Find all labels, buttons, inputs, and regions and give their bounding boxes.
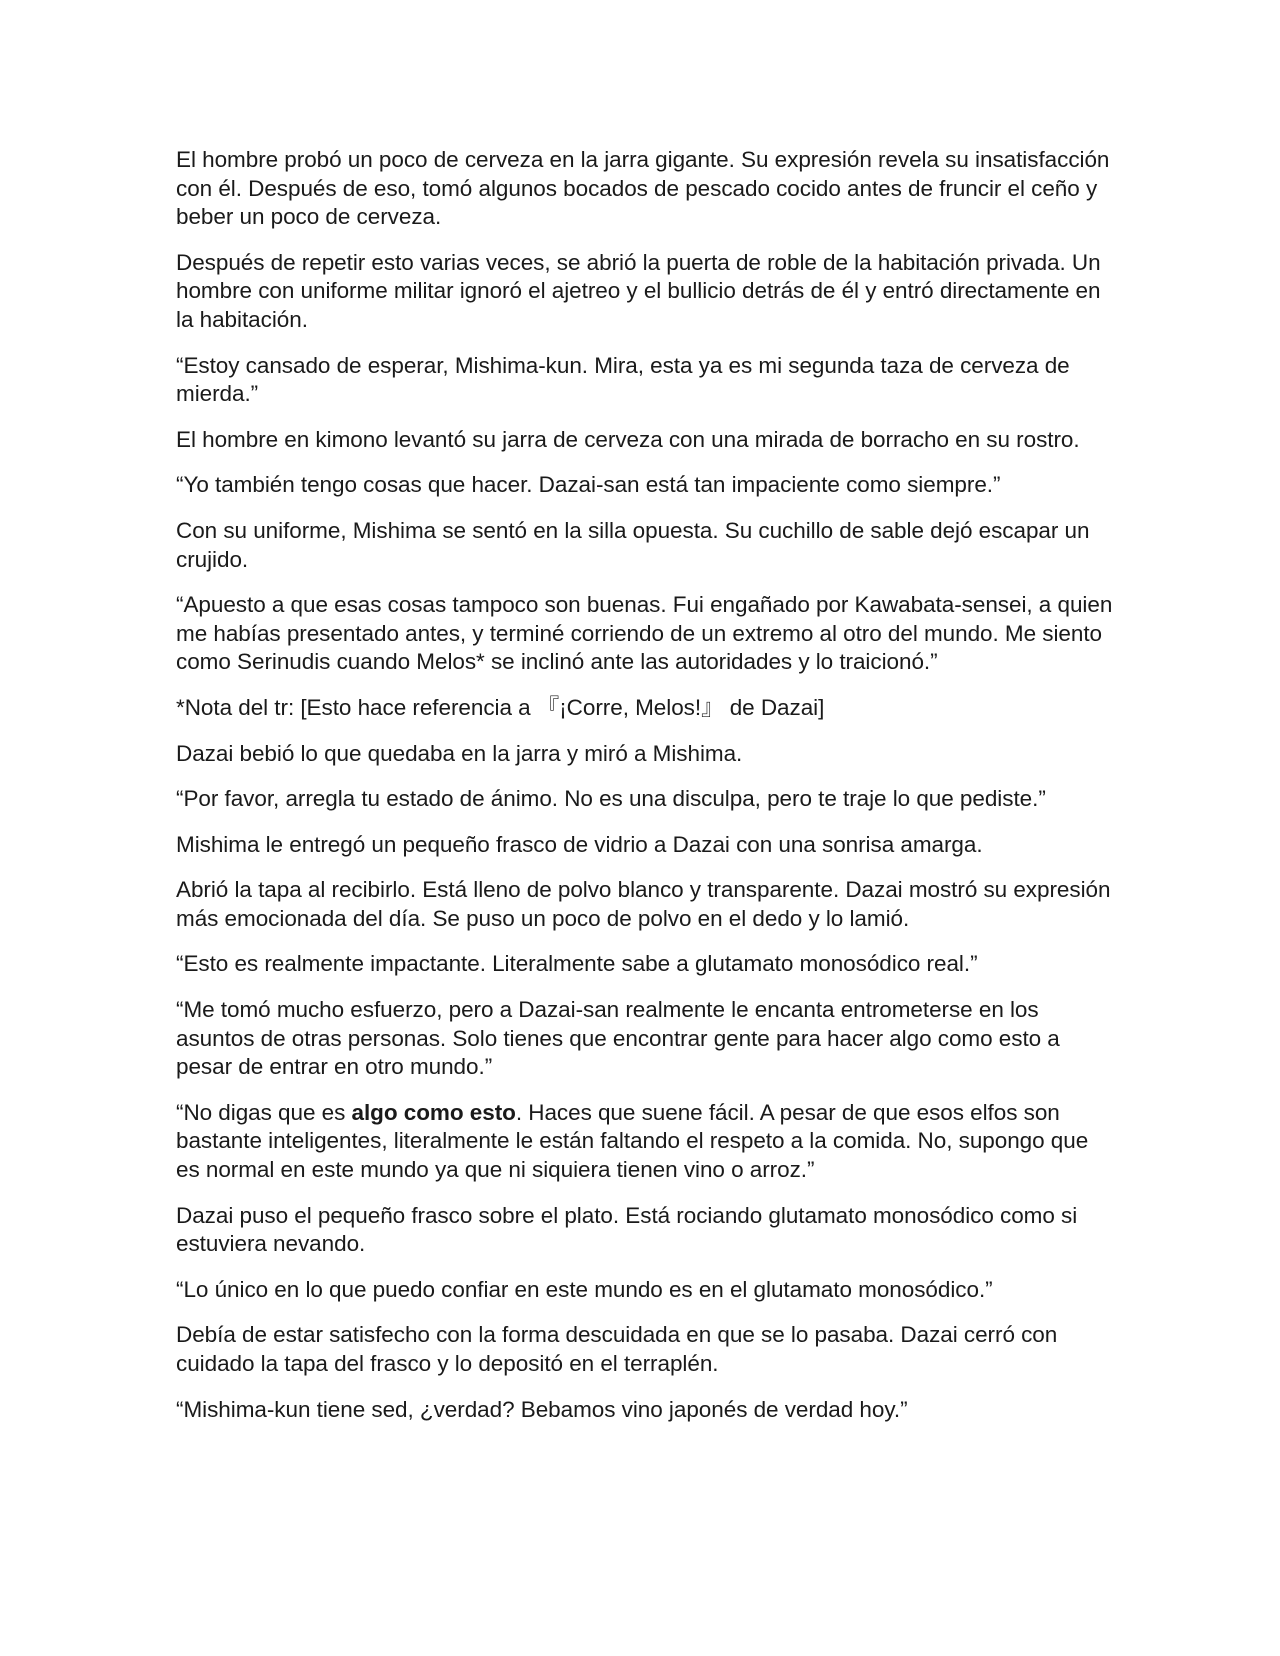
paragraph-14: “Me tomó mucho esfuerzo, pero a Dazai-san realmente le encanta entrometerse en los asuntos de otras personas. Solo tienes que encontrar gente para hacer algo como esto a pesar de entrar en otro mundo.” [176, 997, 1060, 1080]
paragraph-12: Abrió la tapa al recibirlo. Está lleno de polvo blanco y transparente. Dazai mostró su expresión más emocionada del día. Se puso un poco de polvo en el dedo y lo lamió. [176, 877, 1111, 931]
paragraph-3: “Estoy cansado de esperar, Mishima-kun. Mira, esta ya es mi segunda taza de cerveza de mierda.” [176, 352, 1070, 407]
paragraph-19: “Mishima-kun tiene sed, ¿verdad? Bebamos vino japonés de verdad hoy.” [176, 1396, 908, 1422]
paragraph-2: Después de repetir esto varias veces, se abrió la puerta de roble de la habitación privada. Un hombre con uniforme militar ignoró el ajetreo y el bullicio detrás de él y entró directamente en la habitación. [176, 249, 1101, 332]
paragraph-9: Dazai bebió lo que quedaba en la jarra y miró a Mishima. [176, 740, 743, 766]
paragraph-13: “Esto es realmente impactante. Literalmente sabe a glutamato monosódico real.” [176, 951, 978, 977]
story-text [176, 146, 1116, 1441]
paragraph-11: Mishima le entregó un pequeño frasco de vidrio a Dazai con una sonrisa amarga. [176, 831, 983, 857]
paragraph-17: “Lo único en lo que puedo confiar en este mundo es en el glutamato monosódico.” [176, 1276, 993, 1302]
paragraph-6: Con su uniforme, Mishima se sentó en la silla opuesta. Su cuchillo de sable dejó escapar un crujido. [176, 517, 1090, 572]
paragraph-4: El hombre en kimono levantó su jarra de cerveza con una mirada de borracho en su rostro. [176, 426, 1080, 452]
paragraph-16: Dazai puso el pequeño frasco sobre el plato. Está rociando glutamato monosódico como si estuviera nevando. [176, 1202, 1078, 1257]
paragraph-10: “Por favor, arregla tu estado de ánimo. No es una disculpa, pero te traje lo que pediste.” [176, 786, 1046, 812]
paragraph-15-bold: algo como esto [351, 1099, 516, 1125]
paragraph-5: “Yo también tengo cosas que hacer. Dazai-san está tan impaciente como siempre.” [176, 472, 1001, 498]
paragraph-1: El hombre probó un poco de cerveza en la jarra gigante. Su expresión revela su insatisfacción con él. Después de eso, tomó algunos bocados de pescado cocido antes de fruncir el ceño y beber un poco de cerveza. [176, 147, 1110, 230]
paragraph-15 [176, 1099, 1116, 1185]
paragraph-15-end: . Haces que suene fácil. A pesar de que esos elfos son bastante inteligentes, literalmente le están faltando el respeto a la comida. No, supongo que es normal en este mundo ya que ni siquiera tienen vino o arroz.” [176, 1099, 1089, 1183]
paragraph-7: “Apuesto a que esas cosas tampoco son buenas. Fui engañado por Kawabata-sensei, a quien me habías presentado antes, y terminé corriendo de un extremo al otro del mundo. Me siento como Serinudis cuando Melos* se inclinó ante las autoridades y lo traicionó.” [176, 592, 1113, 675]
translator-note: *Nota del tr: [Esto hace referencia a 『¡Corre, Melos!』 de Dazai] [176, 694, 825, 720]
paragraph-15-start: “No digas que es [176, 1099, 352, 1125]
paragraph-18: Debía de estar satisfecho con la forma descuidada en que se lo pasaba. Dazai cerró con cuidado la tapa del frasco y lo depositó en el terraplén. [176, 1322, 1058, 1376]
